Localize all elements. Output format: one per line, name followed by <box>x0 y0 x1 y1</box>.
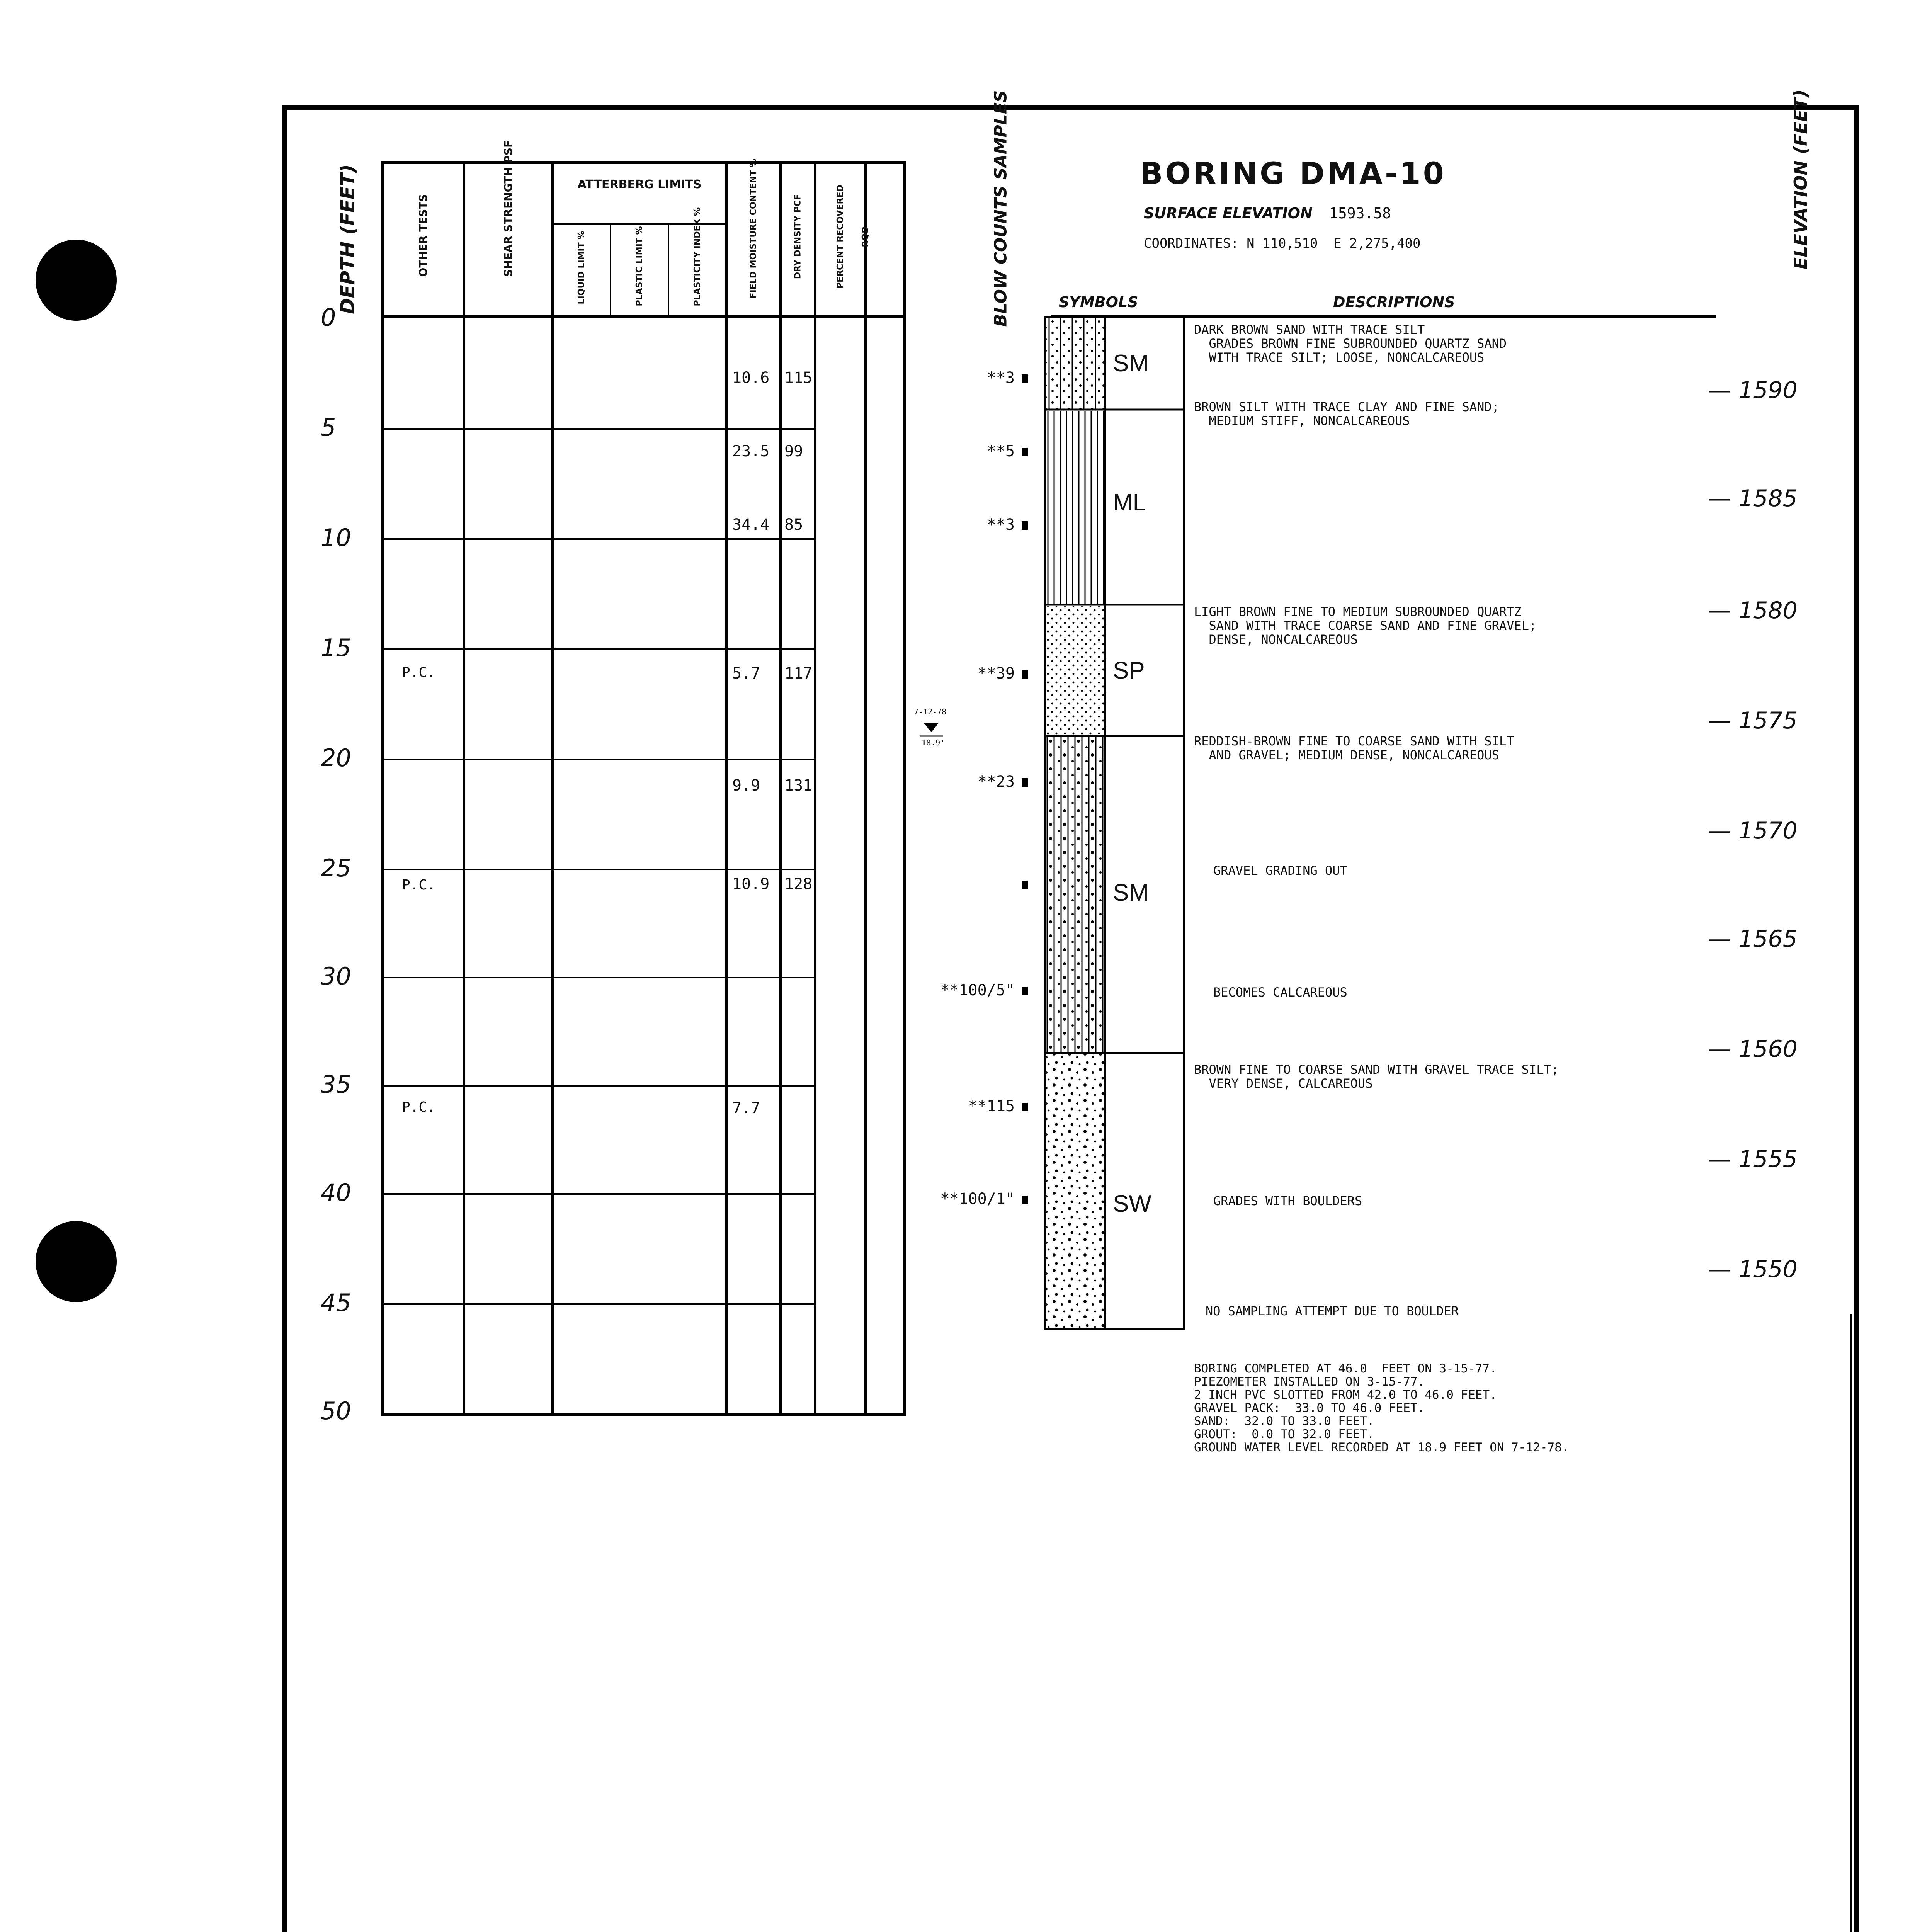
depth-label: 50 <box>321 1397 351 1425</box>
sample-marker <box>1022 1103 1028 1111</box>
shear-strength-header: SHEAR STRENGTH PSF <box>502 140 515 277</box>
stratum-description: GRADES WITH BOULDERS <box>1213 1194 1362 1208</box>
blow-count <box>923 665 1028 682</box>
coordinates: COORDINATES: N 110,510 E 2,275,400 <box>1144 236 1421 251</box>
stratum-pattern-sm-gravel <box>1046 737 1105 1053</box>
field-moisture-header: FIELD MOISTURE CONTENT % <box>748 158 759 299</box>
water-level-date: 7-12-78 <box>914 707 947 716</box>
depth-label: 25 <box>321 854 351 882</box>
depth-label: 40 <box>321 1179 351 1207</box>
sample-marker <box>1022 448 1028 456</box>
moisture-value: 10.9 <box>732 875 770 893</box>
blow-count <box>923 442 1028 460</box>
depth-label: 15 <box>321 634 351 662</box>
depth-label: 0 <box>321 303 336 332</box>
depth-label: 35 <box>321 1070 351 1099</box>
elevation-label: — 1585 <box>1708 485 1798 512</box>
blow-count <box>923 875 1028 893</box>
stratum-symbol: ML <box>1113 489 1146 516</box>
moisture-value: 23.5 <box>732 442 770 460</box>
blow-count-text: **5 <box>986 442 1015 460</box>
elevation-value: 1590 <box>1738 377 1798 404</box>
moisture-value: 5.7 <box>732 665 760 682</box>
blow-count-text: **23 <box>977 773 1015 791</box>
plastic-limit-header: PLASTIC LIMIT % <box>634 226 645 306</box>
atterberg-header: ATTERBERG LIMITS <box>577 178 702 191</box>
depth-label: 20 <box>321 744 351 772</box>
moisture-value: 10.6 <box>732 369 770 387</box>
blow-count-text: **100/1" <box>940 1190 1015 1208</box>
moisture-value: 9.9 <box>732 777 760 794</box>
stratum-symbol: SP <box>1113 657 1145 684</box>
other-test-value: P.C. <box>402 665 435 680</box>
blow-count <box>923 773 1028 791</box>
blow-count <box>923 1097 1028 1115</box>
density-value: 131 <box>784 777 813 794</box>
elevation-label: — 1590 <box>1708 377 1798 404</box>
blow-count-text: **39 <box>977 665 1015 682</box>
elevation-value: 1585 <box>1738 485 1798 512</box>
blow-count-text: **115 <box>968 1097 1015 1115</box>
sample-marker <box>1022 881 1028 889</box>
depth-label: 5 <box>321 413 336 442</box>
stratum-pattern-sw <box>1046 1054 1105 1328</box>
blow-count <box>923 516 1028 534</box>
surface-elevation-label <box>1144 205 1391 222</box>
depth-label: 30 <box>321 962 351 990</box>
blow-count <box>923 981 1028 999</box>
elevation-label: — 1570 <box>1708 817 1798 844</box>
boring-title: BORING DMA-10 <box>1140 156 1446 191</box>
water-level-marker <box>923 723 939 732</box>
sample-marker <box>1022 778 1028 787</box>
percent-recovered-header: PERCENT RECOVERED <box>835 185 845 289</box>
elevation-value: 1570 <box>1738 817 1798 844</box>
blow-count-text: **3 <box>986 369 1015 387</box>
elevation-label: — 1580 <box>1708 597 1798 624</box>
surface-elevation-value: 1593.58 <box>1329 205 1391 222</box>
stratum-symbol: SM <box>1113 350 1149 377</box>
density-value: 115 <box>784 369 813 387</box>
blow-count <box>923 1190 1028 1208</box>
elevation-header: ELEVATION (FEET) <box>1790 89 1811 269</box>
elevation-label: — 1560 <box>1708 1036 1798 1063</box>
elevation-value: 1550 <box>1738 1256 1798 1283</box>
stratum-description: GRAVEL GRADING OUT <box>1213 863 1347 878</box>
sample-marker <box>1022 987 1028 995</box>
sample-marker <box>1022 1196 1028 1204</box>
stratum-symbol: SW <box>1113 1190 1151 1217</box>
stratum-pattern-sp <box>1046 606 1105 736</box>
stratum-description: DARK BROWN SAND WITH TRACE SILT GRADES BROWN FINE SUBROUNDED QUARTZ SAND WITH TRACE SILT; LOOSE, NONCALCAREOUS <box>1194 322 1507 365</box>
sample-marker <box>1022 374 1028 383</box>
blow-count <box>923 369 1028 387</box>
stratum-symbol: SM <box>1113 879 1149 906</box>
symbols-header: SYMBOLS <box>1059 294 1138 311</box>
boring-notes: BORING COMPLETED AT 46.0 FEET ON 3-15-77. PIEZOMETER INSTALLED ON 3-15-77. 2 INCH PVC SLOTTED FROM 42.0 TO 46.0 FEET. GRAVEL PACK: 33.0 TO 46.0 FEET. SAND: 32.0 TO 33.0 FEET. GROUT: 0.0 TO 32.0 FEET. GROUND WATER LEVEL RECORDED AT 18.9 FEET ON 7-12-78. <box>1194 1362 1569 1454</box>
elevation-value: 1575 <box>1738 707 1798 734</box>
blow-count-text: **100/5" <box>940 981 1015 999</box>
descriptions-header: DESCRIPTIONS <box>1333 294 1455 311</box>
depth-label: 10 <box>321 524 351 552</box>
stratum-pattern-ml <box>1046 411 1105 605</box>
water-level-depth: 18.9' <box>922 738 945 747</box>
density-value: 99 <box>784 442 803 460</box>
stratum-description: BECOMES CALCAREOUS <box>1213 985 1347 1000</box>
dry-density-header: DRY DENSITY PCF <box>793 194 803 279</box>
other-test-value: P.C. <box>402 1099 435 1115</box>
elevation-label: — 1575 <box>1708 707 1798 734</box>
stratum-description: LIGHT BROWN FINE TO MEDIUM SUBROUNDED QUARTZ SAND WITH TRACE COARSE SAND AND FINE GRAVEL; DENSE, NONCALCAREOUS <box>1194 604 1537 647</box>
surface-elevation-text: SURFACE ELEVATION <box>1144 205 1313 222</box>
elevation-label: — 1565 <box>1708 925 1798 952</box>
depth-column-header: DEPTH (FEET) <box>337 164 359 314</box>
depth-label: 45 <box>321 1289 351 1317</box>
elevation-value: 1560 <box>1738 1036 1798 1063</box>
stratum-description: BROWN SILT WITH TRACE CLAY AND FINE SAND; MEDIUM STIFF, NONCALCAREOUS <box>1194 400 1499 428</box>
rqd-header: RQD <box>861 226 871 247</box>
sample-marker <box>1022 521 1028 530</box>
elevation-value: 1565 <box>1738 925 1798 952</box>
elevation-value: 1580 <box>1738 597 1798 624</box>
density-value: 85 <box>784 516 803 534</box>
other-test-value: P.C. <box>402 877 435 893</box>
plasticity-index-header: PLASTICITY INDEX % <box>692 207 702 306</box>
sample-marker <box>1022 670 1028 679</box>
stratum-description: NO SAMPLING ATTEMPT DUE TO BOULDER <box>1206 1304 1459 1318</box>
stratum-description: REDDISH-BROWN FINE TO COARSE SAND WITH SILT AND GRAVEL; MEDIUM DENSE, NONCALCAREOUS <box>1194 734 1514 762</box>
stratum-pattern-sm <box>1046 318 1105 410</box>
elevation-label: — 1555 <box>1708 1146 1798 1173</box>
density-value: 128 <box>784 875 813 893</box>
moisture-value: 7.7 <box>732 1099 760 1117</box>
stratum-description: BROWN FINE TO COARSE SAND WITH GRAVEL TRACE SILT; VERY DENSE, CALCAREOUS <box>1194 1062 1559 1091</box>
moisture-value: 34.4 <box>732 516 770 534</box>
elevation-label: — 1550 <box>1708 1256 1798 1283</box>
blow-count-text: **3 <box>986 516 1015 534</box>
elevation-value: 1555 <box>1738 1146 1798 1173</box>
other-tests-header: OTHER TESTS <box>417 194 430 277</box>
density-value: 117 <box>784 665 813 682</box>
liquid-limit-header: LIQUID LIMIT % <box>577 231 587 304</box>
blow-counts-header: BLOW COUNTS SAMPLES <box>991 90 1011 327</box>
